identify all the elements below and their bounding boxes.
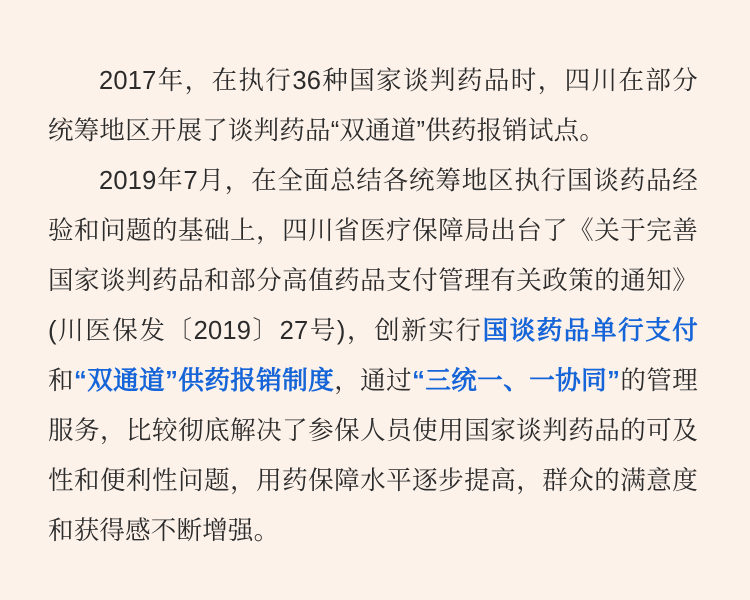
body-text-run: 的管理服务，比较彻底解决了参保人员使用国家谈判药品的可及性和便利性问题，用药保障水平逐步提高，群众的满意度和获得感不断增强。 [48,367,699,545]
highlighted-text: “双通道”供药报销制度 [73,367,335,395]
highlighted-text: 国谈药品单行支付 [482,317,698,345]
document-body [48,56,698,556]
body-text-run: ，通过 [334,367,413,395]
paragraph-1 [48,56,698,156]
body-text-run: 2019年7月，在全面总结各统筹地区执行国谈药品经验和问题的基础上，四川省医疗保障局出台了《关于完善国家谈判药品和部分高值药品支付管理有关政策的通知》(川医保发〔2019〕27号)，创新实行 [48,167,698,345]
body-text-run: 2017年，在执行36种国家谈判药品时，四川在部分统筹地区开展了谈判药品“双通道”供药报销试点。 [48,67,698,145]
highlighted-text: “三统一、一协同” [412,367,621,395]
body-text-run: 和 [48,367,74,395]
paragraph-2 [48,156,698,556]
